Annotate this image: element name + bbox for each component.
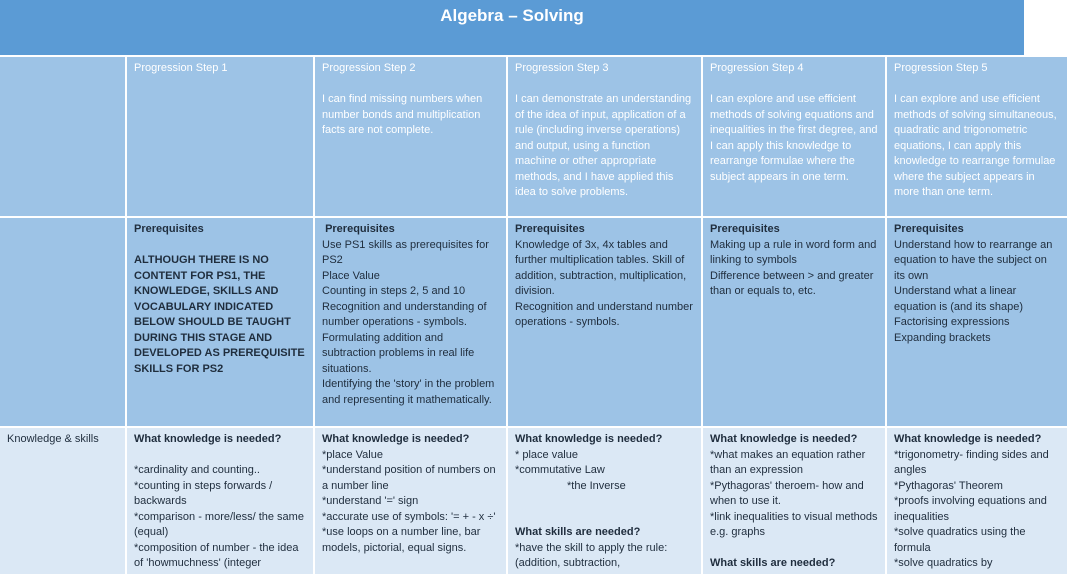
knowledge-heading: What knowledge is needed? bbox=[322, 433, 470, 445]
list-item: Identifying the 'story' in the problem and representing it mathematically. bbox=[322, 378, 495, 406]
prerequisites-cell-4 bbox=[702, 217, 886, 427]
list-item: Difference between > and greater than or equals to, etc. bbox=[710, 269, 874, 297]
step-label: Progression Step 5 bbox=[894, 62, 988, 74]
step-label: Progression Step 3 bbox=[515, 62, 609, 74]
knowledge-heading: What knowledge is needed? bbox=[894, 433, 1042, 445]
knowledge-skills-row bbox=[0, 427, 1068, 575]
list-item: Place Value bbox=[322, 269, 380, 282]
prerequisites-heading: Prerequisites bbox=[894, 223, 964, 235]
step-description: I can explore and use efficient methods of solving simultaneous, quadratic and trigonometric equations, I can apply this knowledge to rearrange formulae where the subject appears in more than one term. bbox=[894, 93, 1057, 198]
list-item: Formulating addition and subtraction problems in real life situations. bbox=[322, 331, 475, 375]
prerequisites-row bbox=[0, 217, 1068, 427]
list-item: Understand what a linear equation is (and its shape) bbox=[894, 285, 1024, 313]
list-item: *what makes an equation rather than an expression bbox=[710, 448, 866, 476]
list-item: *place Value bbox=[322, 448, 383, 461]
row-label-empty bbox=[0, 57, 126, 217]
knowledge-cell-2 bbox=[314, 427, 507, 575]
list-item: * place value bbox=[515, 448, 578, 461]
list-item: Knowledge of 3x, 4x tables and further multiplication tables. Skill of addition, subtraction, multiplication, division. bbox=[515, 238, 687, 297]
list-item: *link inequalities to visual methods e.g. graphs bbox=[710, 510, 878, 538]
knowledge-heading: What knowledge is needed? bbox=[515, 433, 663, 445]
prerequisites-cell-2 bbox=[314, 217, 507, 427]
list-item: *the Inverse bbox=[567, 479, 626, 492]
list-item: *proofs involving equations and inequalities bbox=[894, 495, 1047, 523]
list-item: *commutative Law bbox=[515, 464, 605, 476]
list-item: Counting in steps 2, 5 and 10 bbox=[322, 285, 466, 297]
prerequisites-cell-1 bbox=[126, 217, 314, 427]
prerequisites-cell-3 bbox=[507, 217, 702, 427]
step-description: I can demonstrate an understanding of the idea of input, application of a rule (including inverse operations) and output, using a function machine or other appropriate methods, and I have applied this idea to solve problems. bbox=[515, 93, 692, 198]
skills-heading: What skills are needed? bbox=[515, 526, 641, 538]
step-label: Progression Step 2 bbox=[322, 62, 416, 74]
list-item: *composition of number - the idea of 'howmuchness' (integer bbox=[134, 541, 299, 569]
skills-heading: What skills are needed? bbox=[710, 557, 836, 569]
step-description: I can explore and use efficient methods of solving equations and inequalities in the first degree, and I can apply this knowledge to rearrange formulae where the subject appears in one term. bbox=[710, 93, 878, 183]
prerequisites-cell-5 bbox=[886, 217, 1068, 427]
list-item: *have the skill to apply the rule: (addition, subtraction, bbox=[515, 541, 668, 569]
list-item: *understand '=' sign bbox=[322, 495, 419, 507]
knowledge-cell-1 bbox=[126, 427, 314, 575]
list-item: *use loops on a number line, bar models, pictorial, equal signs. bbox=[322, 526, 481, 554]
row-label-empty bbox=[0, 217, 126, 427]
list-item: *understand position of numbers on a number line bbox=[322, 464, 496, 492]
list-item: *cardinality and counting.. bbox=[134, 464, 260, 476]
list-item: *accurate use of symbols: '= + - x ÷' bbox=[322, 510, 496, 523]
list-item: *Pythagoras' theroem- how and when to use it. bbox=[710, 479, 864, 507]
knowledge-cell-5 bbox=[886, 427, 1068, 575]
prerequisites-heading: Prerequisites bbox=[710, 223, 780, 235]
list-item: *comparison - more/less/ the same (equal) bbox=[134, 510, 304, 538]
list-item: *Pythagoras' Theorem bbox=[894, 479, 1003, 492]
step-label: Progression Step 4 bbox=[710, 62, 804, 74]
knowledge-heading: What knowledge is needed? bbox=[134, 433, 282, 445]
ps1-note: ALTHOUGH THERE IS NO CONTENT FOR PS1, THE KNOWLEDGE, SKILLS AND VOCABULARY INDICATED BELOW SHOULD BE TAUGHT DURING THIS STAGE AND DEVELOPED AS PREREQUISITE SKILLS FOR PS2 bbox=[134, 254, 305, 375]
list-item: Recognition and understand number operations - symbols. bbox=[515, 300, 693, 328]
progression-steps-row bbox=[0, 57, 1068, 217]
progression-table bbox=[0, 57, 1069, 576]
knowledge-cell-3 bbox=[507, 427, 702, 575]
list-item: *solve quadratics by bbox=[894, 557, 993, 569]
prerequisites-heading: Prerequisites bbox=[325, 223, 395, 235]
list-item: Making up a rule in word form and linking to symbols bbox=[710, 238, 877, 266]
step-description: I can find missing numbers when number bonds and multiplication facts are not complete. bbox=[322, 93, 483, 136]
list-item: Expanding brackets bbox=[894, 331, 991, 344]
list-item: Recognition and understanding of number operations - symbols. bbox=[322, 300, 487, 328]
list-item: Use PS1 skills as prerequisites for PS2 bbox=[322, 238, 489, 266]
list-item: Factorising expressions bbox=[894, 316, 1010, 328]
step-cell-2 bbox=[314, 57, 507, 217]
row-label-knowledge: Knowledge & skills bbox=[0, 427, 126, 575]
step-cell-3 bbox=[507, 57, 702, 217]
list-item: *counting in steps forwards / backwards bbox=[134, 479, 273, 507]
step-label: Progression Step 1 bbox=[134, 62, 228, 74]
prerequisites-heading: Prerequisites bbox=[515, 223, 585, 235]
list-item: *solve quadratics using the formula bbox=[894, 526, 1026, 554]
step-cell-4 bbox=[702, 57, 886, 217]
step-cell-1 bbox=[126, 57, 314, 217]
prerequisites-heading: Prerequisites bbox=[134, 223, 204, 235]
step-cell-5 bbox=[886, 57, 1068, 217]
list-item: *trigonometry- finding sides and angles bbox=[894, 448, 1049, 476]
page-title: Algebra – Solving bbox=[0, 0, 1024, 57]
knowledge-cell-4 bbox=[702, 427, 886, 575]
list-item: Understand how to rearrange an equation to have the subject on its own bbox=[894, 238, 1053, 282]
knowledge-heading: What knowledge is needed? bbox=[710, 433, 858, 445]
